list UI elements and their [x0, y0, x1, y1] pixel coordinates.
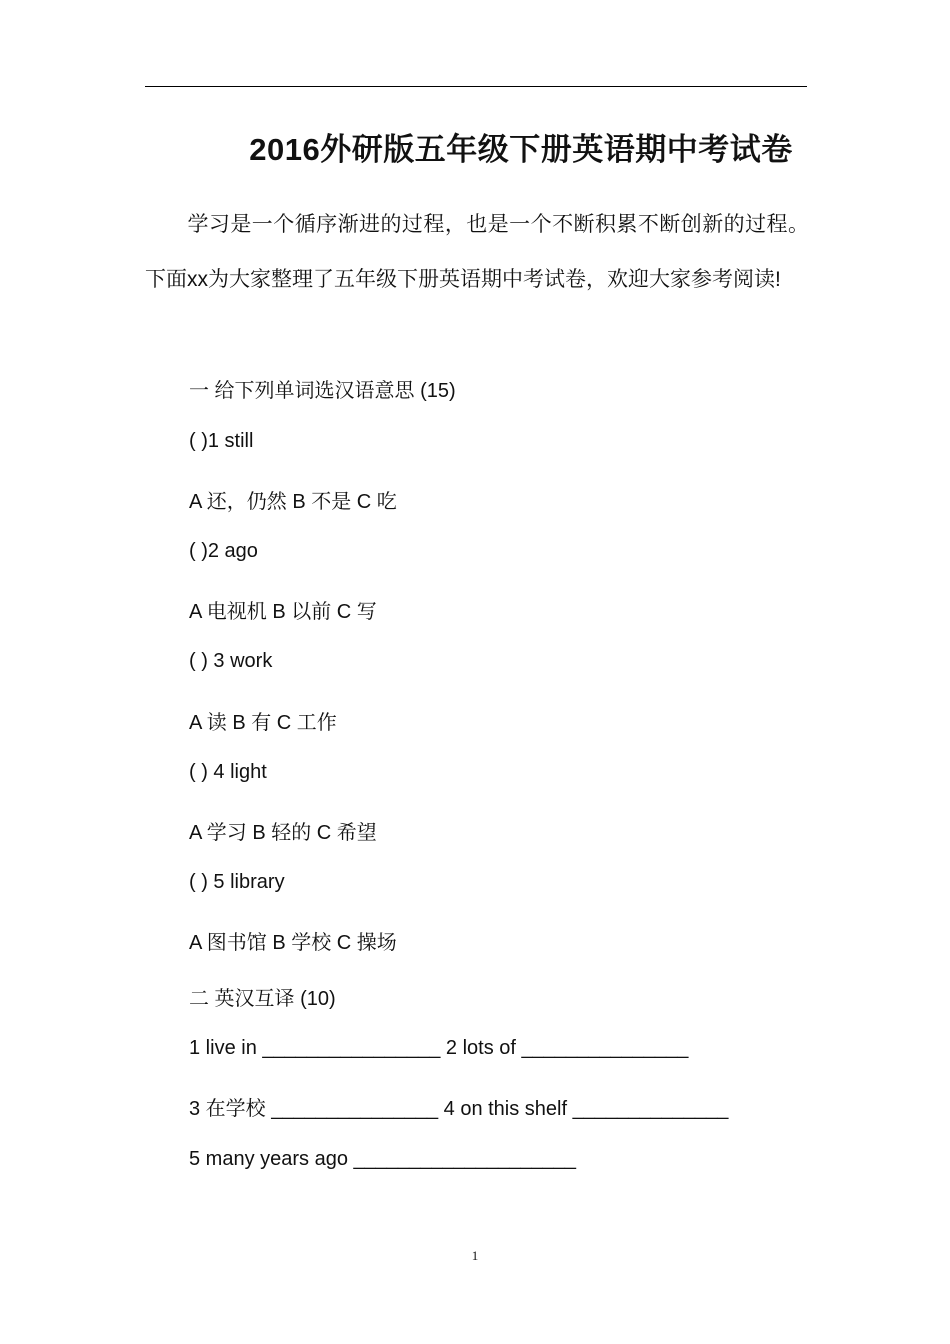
translation-line: 5 many years ago ____________________ — [189, 1148, 576, 1170]
translation-line: 3 在学校 _______________ 4 on this shelf ______________ — [189, 1098, 729, 1120]
header-rule — [145, 86, 807, 87]
options-line: A 读 B 有 C 工作 — [189, 712, 337, 734]
options-line: A 还，仍然 B 不是 C 吃 — [189, 491, 397, 513]
options-line: A 学习 B 轻的 C 希望 — [189, 822, 377, 844]
section-heading-1: 一 给下列单词选汉语意思 (15) — [189, 380, 456, 402]
question-line: ( ) 4 light — [189, 761, 267, 783]
question-line: ( ) 5 library — [189, 871, 285, 893]
page-number: 1 — [471, 1248, 479, 1263]
intro-text: 学习是一个循序渐进的过程，也是一个不断积累不断创新的过程。下面xx为大家整理了五年级下册英语期中考试卷，欢迎大家参考阅读! — [145, 213, 809, 291]
question-line: ( ) 3 work — [189, 650, 273, 672]
section-heading-2: 二 英汉互译 (10) — [189, 988, 336, 1010]
options-line: A 电视机 B 以前 C 写 — [189, 601, 377, 623]
intro-paragraph — [145, 197, 809, 307]
question-line: ( )2 ago — [189, 540, 258, 562]
page-title: 2016外研版五年级下册英语期中考试卷 — [249, 132, 793, 167]
options-line: A 图书馆 B 学校 C 操场 — [189, 932, 397, 954]
translation-line: 1 live in ________________ 2 lots of _______________ — [189, 1037, 689, 1059]
question-line: ( )1 still — [189, 430, 254, 452]
